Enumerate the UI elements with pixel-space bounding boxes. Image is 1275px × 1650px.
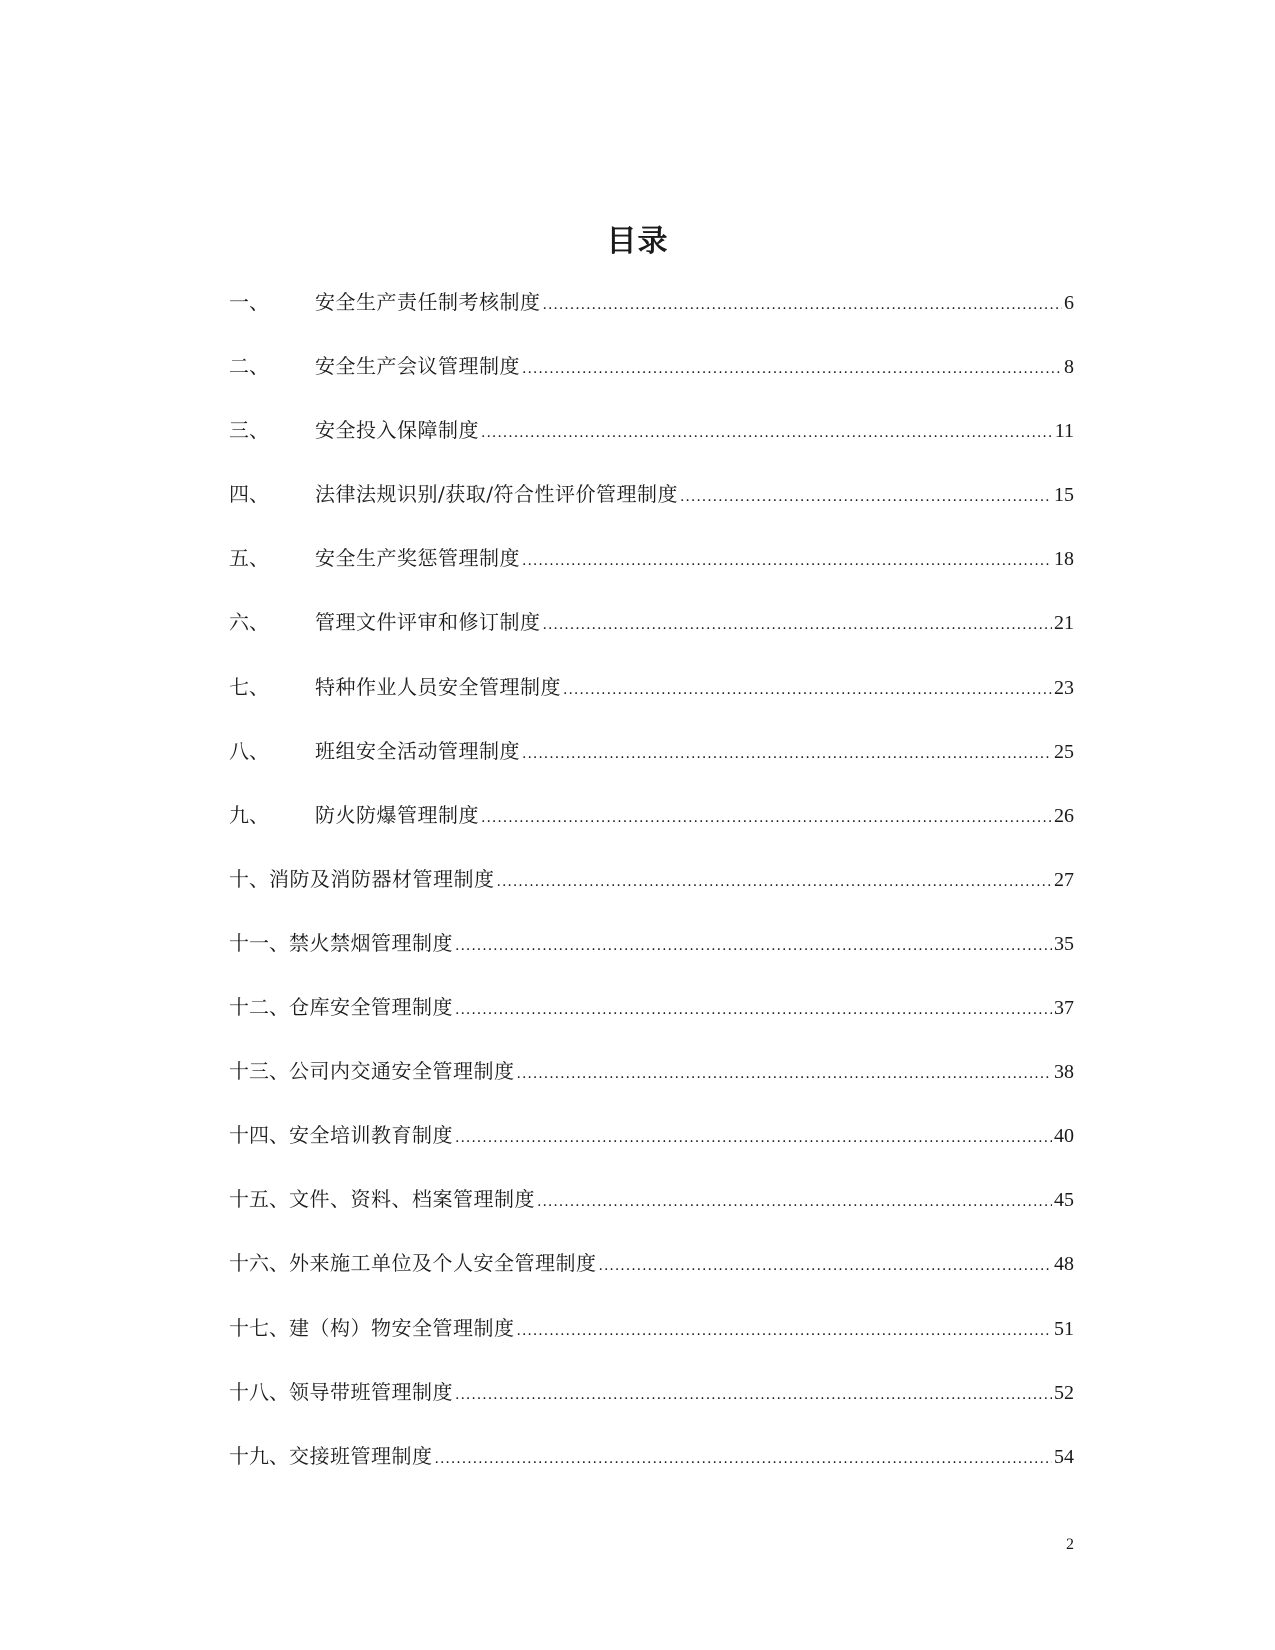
- toc-entry[interactable]: [229, 867, 1074, 931]
- toc-entry-number: 五、: [229, 546, 269, 571]
- toc-entry[interactable]: [229, 739, 1074, 803]
- toc-entry-number: 十七、: [229, 1315, 289, 1340]
- toc-entry-title: 班组安全活动管理制度: [315, 738, 520, 763]
- toc-entry-title: 外来施工单位及个人安全管理制度: [289, 1251, 597, 1276]
- toc-entry-title: 管理文件评审和修订制度: [315, 610, 541, 635]
- toc-entry-number: 十、: [229, 866, 269, 891]
- toc-entry-page: 6: [1064, 292, 1074, 314]
- toc-entry[interactable]: [229, 1251, 1074, 1315]
- toc-entry[interactable]: [229, 1380, 1074, 1444]
- toc-entry-number: 十五、: [229, 1187, 289, 1212]
- toc-dot-leader: [563, 675, 1052, 702]
- toc-entry-number: 十六、: [229, 1251, 289, 1276]
- toc-entry-page: 52: [1054, 1381, 1074, 1404]
- toc-entry-title: 公司内交通安全管理制度: [289, 1059, 515, 1084]
- toc-entry-title: 安全生产奖惩管理制度: [315, 546, 520, 571]
- toc-entry-number: 十八、: [229, 1379, 289, 1404]
- toc-entry-page: 25: [1054, 740, 1074, 763]
- toc-entry-title: 法律法规识别/获取/符合性评价管理制度: [315, 482, 678, 507]
- toc-entry-title: 文件、资料、档案管理制度: [289, 1187, 535, 1212]
- toc-entry-page: 51: [1054, 1317, 1074, 1340]
- toc-entry-title: 特种作业人员安全管理制度: [315, 674, 561, 699]
- toc-entry-number: 十九、: [229, 1443, 289, 1468]
- toc-entry-number: 四、: [229, 482, 269, 507]
- toc-entry-page: 23: [1054, 676, 1074, 699]
- toc-entry-title: 安全培训教育制度: [289, 1123, 453, 1148]
- toc-entry[interactable]: [229, 1059, 1074, 1123]
- toc-entry-number: 一、: [229, 290, 269, 314]
- toc-entry-page: 21: [1054, 612, 1074, 635]
- toc-dot-leader: [455, 995, 1052, 1022]
- toc-entry[interactable]: [229, 546, 1074, 610]
- toc-entry-number: 十二、: [229, 995, 289, 1020]
- toc-entry[interactable]: [229, 482, 1074, 546]
- table-of-contents: [229, 290, 1074, 1508]
- toc-entry-page: 11: [1054, 420, 1074, 443]
- toc-entry-title: 交接班管理制度: [289, 1443, 433, 1468]
- toc-entry-page: 48: [1054, 1253, 1074, 1276]
- toc-entry-page: 37: [1054, 997, 1074, 1020]
- toc-dot-leader: [543, 610, 1053, 637]
- toc-dot-leader: [522, 546, 1052, 573]
- toc-dot-leader: [522, 739, 1052, 766]
- toc-entry-page: 35: [1054, 932, 1074, 955]
- toc-entry[interactable]: [229, 1123, 1074, 1187]
- toc-entry[interactable]: [229, 803, 1074, 867]
- toc-entry-page: 15: [1054, 484, 1074, 507]
- toc-entry-number: 十一、: [229, 930, 289, 955]
- toc-dot-leader: [481, 418, 1053, 445]
- toc-entry-page: 54: [1054, 1445, 1074, 1468]
- toc-dot-leader: [455, 1380, 1052, 1407]
- toc-entry-number: 二、: [229, 354, 269, 379]
- toc-dot-leader: [522, 354, 1062, 381]
- toc-entry-number: 七、: [229, 674, 269, 699]
- toc-entry-number: 九、: [229, 802, 269, 827]
- toc-entry-page: 40: [1054, 1125, 1074, 1148]
- toc-entry[interactable]: [229, 995, 1074, 1059]
- toc-entry-title: 禁火禁烟管理制度: [289, 930, 453, 955]
- toc-entry[interactable]: [229, 610, 1074, 674]
- toc-entry[interactable]: [229, 290, 1074, 354]
- toc-entry-title: 消防及消防器材管理制度: [269, 866, 495, 891]
- page-title: 目录: [606, 224, 669, 259]
- toc-dot-leader: [497, 867, 1053, 894]
- toc-entry-number: 十三、: [229, 1059, 289, 1084]
- toc-dot-leader: [481, 803, 1052, 830]
- page-number: 2: [1066, 1536, 1074, 1553]
- toc-entry[interactable]: [229, 1316, 1074, 1380]
- toc-entry-title: 安全生产责任制考核制度: [315, 290, 541, 314]
- toc-entry-page: 26: [1054, 804, 1074, 827]
- toc-entry-title: 建（构）物安全管理制度: [289, 1315, 515, 1340]
- toc-entry-page: 45: [1054, 1189, 1074, 1212]
- toc-dot-leader: [537, 1187, 1052, 1214]
- toc-dot-leader: [455, 931, 1052, 958]
- toc-entry-page: 27: [1054, 868, 1074, 891]
- toc-entry-title: 安全投入保障制度: [315, 418, 479, 443]
- toc-entry[interactable]: [229, 931, 1074, 995]
- toc-dot-leader: [517, 1059, 1053, 1086]
- toc-entry[interactable]: [229, 1187, 1074, 1251]
- toc-entry[interactable]: [229, 354, 1074, 418]
- toc-dot-leader: [599, 1251, 1053, 1278]
- toc-dot-leader: [543, 290, 1063, 317]
- toc-entry[interactable]: [229, 675, 1074, 739]
- toc-entry-number: 八、: [229, 738, 269, 763]
- toc-dot-leader: [455, 1123, 1052, 1150]
- toc-entry-title: 防火防爆管理制度: [315, 802, 479, 827]
- toc-entry-page: 38: [1054, 1061, 1074, 1084]
- toc-entry-title: 仓库安全管理制度: [289, 995, 453, 1020]
- toc-entry-title: 安全生产会议管理制度: [315, 354, 520, 379]
- toc-entry-page: 18: [1054, 548, 1074, 571]
- toc-dot-leader: [680, 482, 1052, 509]
- toc-entry-number: 十四、: [229, 1123, 289, 1148]
- toc-entry[interactable]: [229, 1444, 1074, 1508]
- toc-dot-leader: [517, 1316, 1053, 1343]
- toc-entry-number: 三、: [229, 418, 269, 443]
- toc-entry-number: 六、: [229, 610, 269, 635]
- toc-dot-leader: [435, 1444, 1053, 1471]
- toc-entry[interactable]: [229, 418, 1074, 482]
- toc-entry-page: 8: [1064, 356, 1074, 379]
- toc-entry-title: 领导带班管理制度: [289, 1379, 453, 1404]
